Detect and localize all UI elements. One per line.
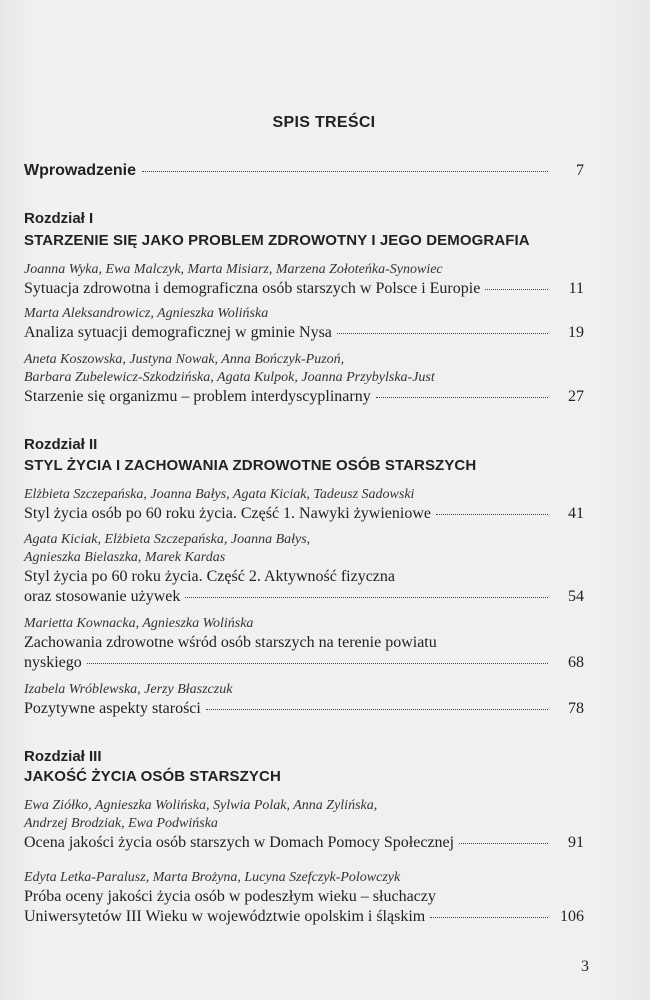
toc-entry[interactable] bbox=[24, 654, 584, 672]
leader-dots bbox=[206, 708, 548, 710]
intro-page: 7 bbox=[576, 162, 584, 179]
entry-authors: Agnieszka Bielaszka, Marek Kardas bbox=[24, 550, 226, 565]
intro-label: Wprowadzenie bbox=[24, 162, 137, 179]
toc-entry[interactable] bbox=[24, 505, 584, 523]
leader-dots bbox=[142, 170, 548, 172]
toc-entry[interactable] bbox=[24, 388, 584, 406]
chapter-label: Rozdział II bbox=[24, 436, 98, 453]
leader-dots bbox=[485, 288, 548, 290]
entry-page: 19 bbox=[568, 324, 584, 341]
entry-title: oraz stosowanie używek bbox=[24, 588, 181, 605]
entry-page: 41 bbox=[568, 505, 584, 522]
entry-title: Uniwersytetów III Wieku w województwie opolskim i śląskim bbox=[24, 908, 426, 925]
entry-page: 78 bbox=[568, 700, 584, 717]
toc-entry-intro[interactable] bbox=[24, 162, 584, 180]
toc-entry[interactable] bbox=[24, 834, 584, 852]
entry-title: Styl życia osób po 60 roku życia. Część 1. Nawyki żywieniowe bbox=[24, 505, 432, 522]
entry-authors: Andrzej Brodziak, Ewa Podwińska bbox=[24, 816, 218, 831]
leader-dots bbox=[185, 596, 548, 598]
toc-entry[interactable] bbox=[24, 280, 584, 298]
entry-authors: Izabela Wróblewska, Jerzy Błaszczuk bbox=[24, 682, 233, 697]
chapter-title: JAKOŚĆ ŻYCIA OSÓB STARSZYCH bbox=[24, 768, 281, 785]
entry-page: 54 bbox=[568, 588, 584, 605]
entry-authors: Ewa Ziółko, Agnieszka Wolińska, Sylwia Polak, Anna Zylińska, bbox=[24, 798, 378, 813]
entry-title[interactable]: Styl życia po 60 roku życia. Część 2. Aktywność fizyczna bbox=[24, 568, 395, 585]
page-number: 3 bbox=[581, 958, 589, 975]
entry-title: Starzenie się organizmu – problem interdyscyplinarny bbox=[24, 388, 371, 405]
chapter-title: STYL ŻYCIA I ZACHOWANIA ZDROWOTNE OSÓB STARSZYCH bbox=[24, 457, 477, 474]
entry-authors: Elżbieta Szczepańska, Joanna Bałys, Agata Kiciak, Tadeusz Sadowski bbox=[24, 487, 415, 502]
toc-entry[interactable] bbox=[24, 700, 584, 718]
leader-dots bbox=[337, 332, 548, 334]
entry-authors: Marta Aleksandrowicz, Agnieszka Wolińska bbox=[24, 306, 269, 321]
entry-title: Sytuacja zdrowotna i demograficzna osób starszych w Polsce i Europie bbox=[24, 280, 481, 297]
entry-authors: Aneta Koszowska, Justyna Nowak, Anna Bończyk-Puzoń, bbox=[24, 352, 345, 367]
toc-entry[interactable] bbox=[24, 324, 584, 342]
toc-entry[interactable] bbox=[24, 908, 584, 926]
leader-dots bbox=[436, 513, 548, 515]
chapter-title: STARZENIE SIĘ JAKO PROBLEM ZDROWOTNY I JEGO DEMOGRAFIA bbox=[24, 232, 530, 249]
entry-title[interactable]: Próba oceny jakości życia osób w podeszłym wieku – słuchaczy bbox=[24, 888, 436, 905]
entry-title: nyskiego bbox=[24, 654, 82, 671]
entry-title[interactable]: Zachowania zdrowotne wśród osób starszych na terenie powiatu bbox=[24, 634, 437, 651]
page-title: SPIS TREŚCI bbox=[272, 114, 376, 131]
entry-page: 91 bbox=[568, 834, 584, 851]
chapter-label: Rozdział III bbox=[24, 748, 102, 765]
entry-page: 106 bbox=[560, 908, 584, 925]
entry-page: 68 bbox=[568, 654, 584, 671]
chapter-label: Rozdział I bbox=[24, 210, 94, 227]
entry-title: Analiza sytuacji demograficznej w gminie Nysa bbox=[24, 324, 332, 341]
entry-authors: Barbara Zubelewicz-Szkodzińska, Agata Kulpok, Joanna Przybylska-Just bbox=[24, 370, 435, 385]
entry-authors: Edyta Letka-Paralusz, Marta Brożyna, Lucyna Szefczyk-Polowczyk bbox=[24, 870, 401, 885]
leader-dots bbox=[87, 662, 548, 664]
entry-authors: Joanna Wyka, Ewa Malczyk, Marta Misiarz, Marzena Zołoteńka-Synowiec bbox=[24, 262, 443, 277]
entry-authors: Agata Kiciak, Elżbieta Szczepańska, Joanna Bałys, bbox=[24, 532, 311, 547]
entry-page: 27 bbox=[568, 388, 584, 405]
leader-dots bbox=[430, 916, 548, 918]
entry-authors: Marietta Kownacka, Agnieszka Wolińska bbox=[24, 616, 254, 631]
entry-page: 11 bbox=[568, 280, 584, 297]
toc-entry[interactable] bbox=[24, 588, 584, 606]
leader-dots bbox=[459, 842, 548, 844]
leader-dots bbox=[376, 396, 548, 398]
entry-title: Ocena jakości życia osób starszych w Domach Pomocy Społecznej bbox=[24, 834, 455, 851]
entry-title: Pozytywne aspekty starości bbox=[24, 700, 201, 717]
